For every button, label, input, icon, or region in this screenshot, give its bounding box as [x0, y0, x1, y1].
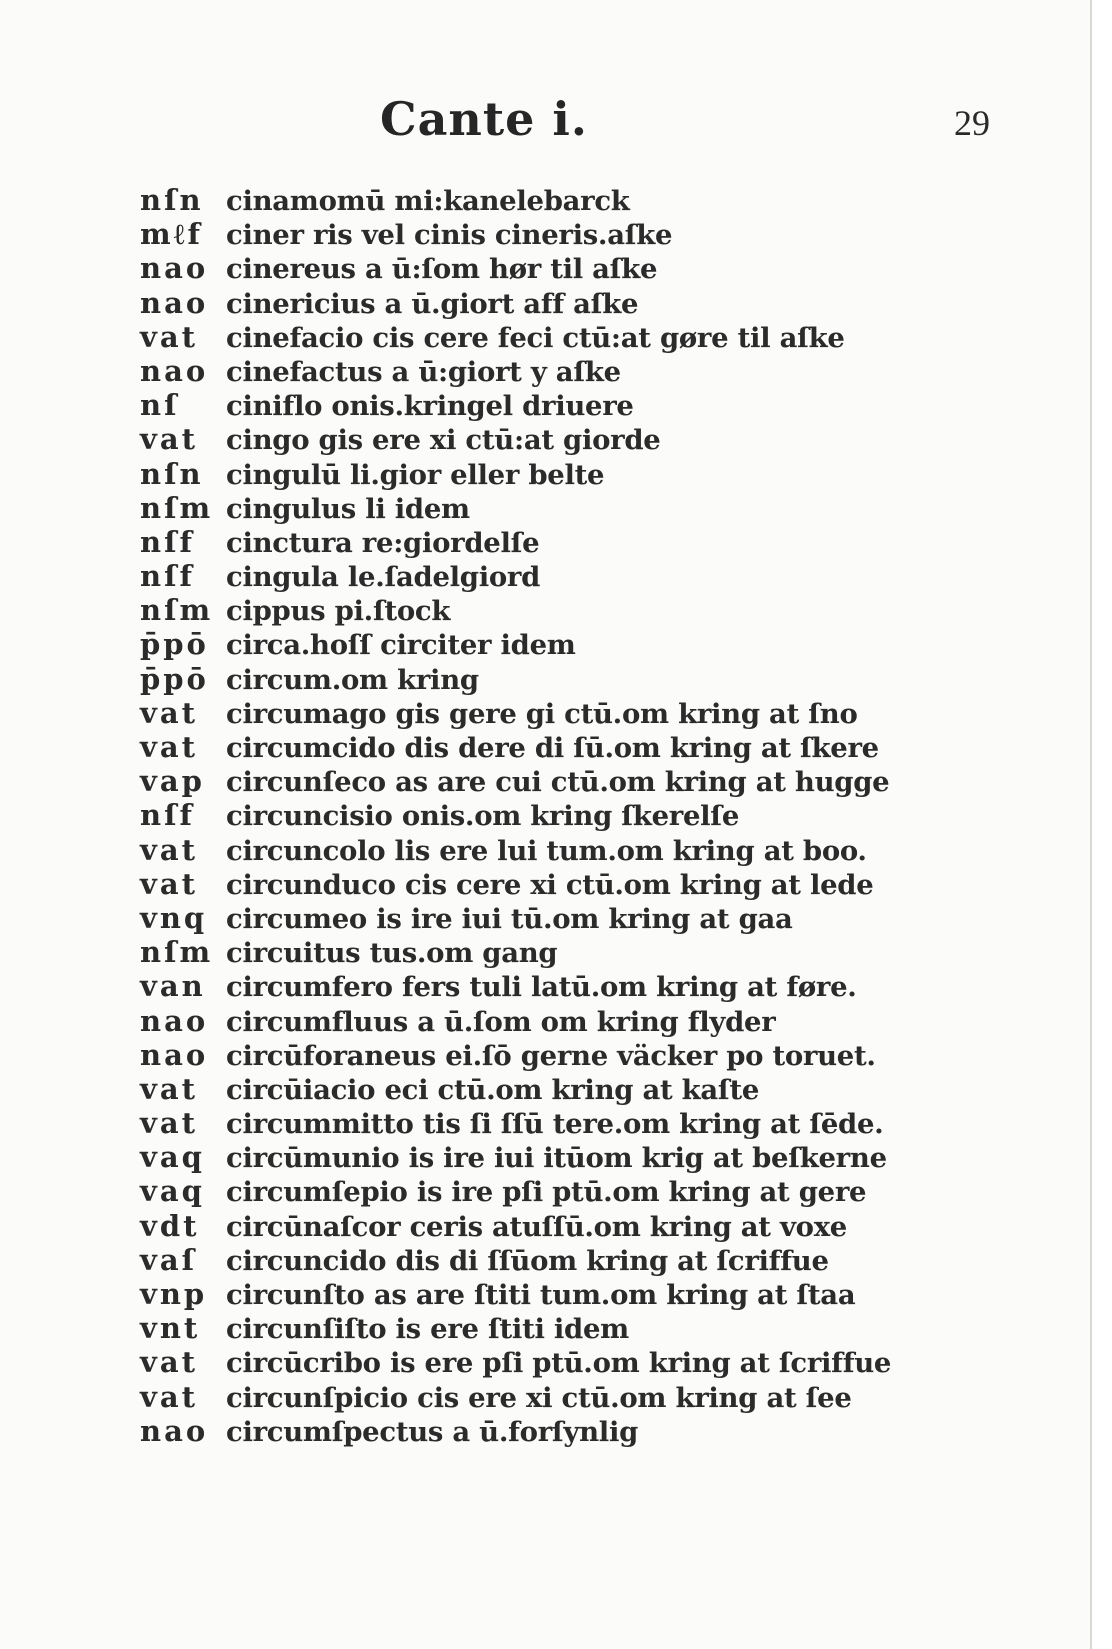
- grammar-code: nſ: [140, 388, 180, 423]
- grammar-code: vat: [140, 422, 199, 457]
- entry-text: ciniflo onis.kringel driuere: [226, 390, 634, 423]
- entry-text: circumſepio is ire pſi ptū.om kring at gere: [226, 1176, 867, 1209]
- entry-text: circūforaneus ei.ſō gerne väcker po toruet.: [226, 1039, 876, 1072]
- entry: [140, 627, 1070, 661]
- grammar-code: van: [140, 969, 206, 1004]
- entry-list: [140, 183, 1070, 1448]
- entry: [140, 1243, 1070, 1277]
- entry-text: circumfluus a ū.ſom om kring flyder: [226, 1005, 776, 1038]
- entry: [140, 1004, 1070, 1038]
- entry-text: circuncolo lis ere lui tum.om kring at boo.: [226, 834, 867, 867]
- grammar-code: vat: [140, 1379, 199, 1414]
- grammar-code: vnp: [140, 1277, 208, 1311]
- entry-text: circunduco cis cere xi ctū.om kring at lede: [226, 868, 874, 901]
- entry-text: circumfero fers tuli latū.om kring at føre.: [226, 971, 857, 1004]
- entry: [140, 1038, 1070, 1072]
- entry: [140, 1414, 1070, 1448]
- entry: [140, 833, 1070, 867]
- page-number: 29: [954, 103, 990, 143]
- entry: [140, 593, 1070, 627]
- grammar-code: nſm: [140, 593, 214, 628]
- entry: [140, 1106, 1070, 1140]
- entry-text: circūnaſcor ceris atuſſū.om kring at voxe: [226, 1210, 847, 1243]
- entry-text: circuncisio onis.om kring ſkerelſe: [226, 800, 740, 833]
- grammar-code: nao: [140, 285, 209, 320]
- grammar-code: p̄pō: [140, 627, 209, 662]
- entry: [140, 662, 1070, 696]
- grammar-code: mℓf: [140, 217, 204, 252]
- entry: [140, 696, 1070, 730]
- entry: [140, 354, 1070, 388]
- entry-text: circuitus tus.om gang: [226, 937, 558, 970]
- entry-text: circūcribo is ere pſi ptū.om kring at ſcriffue: [226, 1347, 892, 1380]
- entry-text: circumago gis gere gi ctū.om kring at ſno: [226, 697, 858, 730]
- grammar-code: nao: [140, 1003, 209, 1038]
- grammar-code: nao: [140, 353, 209, 388]
- entry: [140, 217, 1070, 251]
- entry-text: cingulū li.gior eller belte: [226, 458, 605, 491]
- grammar-code: vat: [140, 695, 199, 730]
- grammar-code: nſn: [140, 456, 204, 491]
- entry: [140, 286, 1070, 320]
- entry: [140, 320, 1070, 354]
- grammar-code: vat: [140, 1071, 199, 1106]
- grammar-code: vaſ: [140, 1242, 198, 1277]
- entry: [140, 730, 1070, 764]
- grammar-code: vnt: [140, 1311, 201, 1346]
- entry-text: circa.hoſſ circiter idem: [226, 629, 576, 662]
- grammar-code: vat: [140, 832, 199, 867]
- entry-text: cingo gis ere xi ctū:at giorde: [226, 424, 661, 457]
- grammar-code: nſn: [140, 183, 204, 217]
- grammar-code: nſf: [140, 559, 196, 594]
- entry-text: circunſpicio cis ere xi ctū.om kring at ſee: [226, 1381, 852, 1414]
- entry-text: cingula le.ſadelgiord: [226, 561, 541, 594]
- grammar-code: p̄pō: [140, 661, 209, 696]
- entry: [140, 867, 1070, 901]
- entry: [140, 559, 1070, 593]
- grammar-code: vdt: [140, 1208, 200, 1243]
- entry: [140, 1380, 1070, 1414]
- entry: [140, 491, 1070, 525]
- entry: [140, 1174, 1070, 1208]
- grammar-code: vat: [140, 866, 199, 901]
- grammar-code: nao: [140, 1037, 209, 1072]
- grammar-code: vat: [140, 319, 199, 354]
- entry-text: circunſiſto is ere ſtiti idem: [226, 1313, 629, 1346]
- entry-text: cinericius a ū.giort aff aſke: [226, 287, 639, 320]
- grammar-code: vap: [140, 764, 205, 799]
- entry: [140, 388, 1070, 422]
- entry: [140, 764, 1070, 798]
- grammar-code: vat: [140, 1106, 199, 1141]
- entry-text: cinefactus a ū:giort y aſke: [226, 355, 621, 388]
- entry-text: circumcido dis dere di ſū.om kring at ſkere: [226, 732, 879, 764]
- entry-text: circumeo is ire iui tū.om kring at gaa: [226, 902, 793, 935]
- grammar-code: nao: [140, 251, 209, 286]
- running-head: Cante i.: [380, 92, 588, 146]
- entry: [140, 1311, 1070, 1345]
- entry-text: cinefacio cis cere feci ctū:at gøre til aſke: [226, 321, 845, 354]
- grammar-code: nao: [140, 1413, 209, 1448]
- entry: [140, 935, 1070, 969]
- grammar-code: nſf: [140, 798, 196, 833]
- entry-text: circūiacio eci ctū.om kring at kaſte: [226, 1073, 760, 1106]
- entry-text: circunſeco as are cui ctū.om kring at hugge: [226, 766, 890, 799]
- entry-text: circummitto tis ſi ſſū tere.om kring at ſēde.: [226, 1108, 884, 1141]
- grammar-code: nſm: [140, 935, 214, 970]
- grammar-code: nſf: [140, 524, 196, 559]
- entry-text: cippus pi.ſtock: [226, 595, 451, 628]
- entry: [140, 1209, 1070, 1243]
- entry: [140, 798, 1070, 832]
- grammar-code: vat: [140, 730, 199, 764]
- grammar-code: vat: [140, 1345, 199, 1380]
- entry: [140, 457, 1070, 491]
- entry-text: cinereus a ū:ſom hør til aſke: [226, 253, 658, 286]
- grammar-code: nſm: [140, 490, 214, 525]
- entry: [140, 901, 1070, 935]
- entry-text: cingulus li idem: [226, 492, 470, 525]
- entry-text: cinamomū mi:kanelebarck: [226, 185, 630, 217]
- entry-text: cinctura re:giordelſe: [226, 526, 540, 559]
- grammar-code: vaq: [140, 1140, 205, 1175]
- grammar-code: vaq: [140, 1174, 205, 1209]
- entry: [140, 1345, 1070, 1379]
- grammar-code: vnq: [140, 900, 208, 935]
- entry: [140, 969, 1070, 1003]
- entry: [140, 422, 1070, 456]
- entry: [140, 1277, 1070, 1311]
- entry: [140, 183, 1070, 217]
- entry-text: circuncido dis di ſſūom kring at ſcriffue: [226, 1244, 829, 1277]
- entry: [140, 525, 1070, 559]
- entry-text: ciner ris vel cinis cineris.aſke: [226, 219, 673, 252]
- entry-text: circunſto as are ſtiti tum.om kring at ſtaa: [226, 1279, 856, 1311]
- entry: [140, 251, 1070, 285]
- entry-text: circum.om kring: [226, 663, 479, 696]
- entry: [140, 1072, 1070, 1106]
- entry: [140, 1140, 1070, 1174]
- entry-text: circūmunio is ire iui itūom krig at beſkerne: [226, 1142, 887, 1175]
- entry-text: circumſpectus a ū.forſynlig: [226, 1415, 639, 1448]
- scan-margin: [1092, 0, 1112, 1649]
